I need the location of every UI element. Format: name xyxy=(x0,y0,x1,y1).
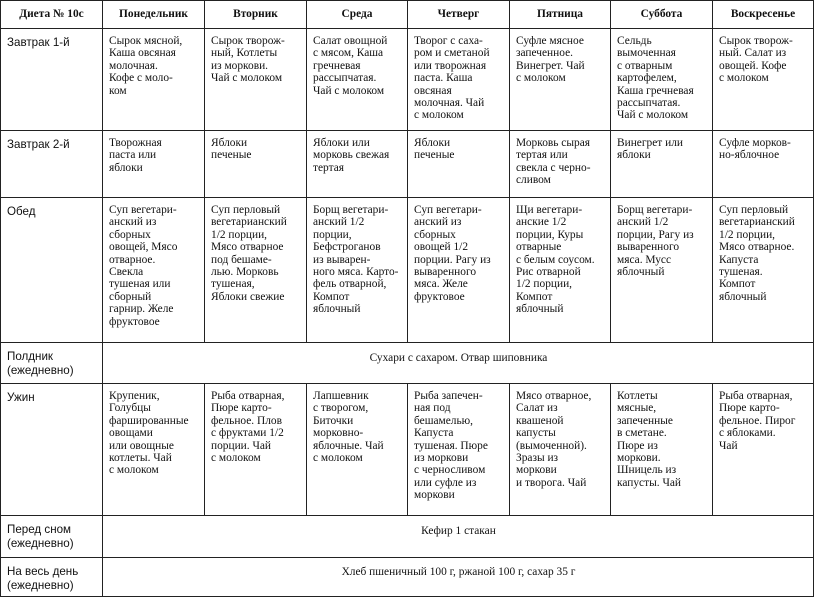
header-day: Воскресенье xyxy=(713,1,814,29)
menu-cell: Рыба запечен- ная под бешамелью, Капуста тушеная. Пюре из моркови с черносливом или суфле из моркови xyxy=(408,384,510,516)
menu-cell: Борщ вегетари- анский 1/2 порции, Бефстроганов из выварен- ного мяса. Карто- фель отварной, Компот яблочный xyxy=(307,198,408,343)
menu-cell: Котлеты мясные, запеченные в сметане. Пюре из моркови. Шницель из капусты. Чай xyxy=(611,384,713,516)
row-label: Полдник (ежедневно) xyxy=(1,343,103,384)
menu-cell: Крупеник, Голубцы фаршированные овощами или овощные котлеты. Чай с молоком xyxy=(103,384,205,516)
menu-cell: Морковь сырая тертая или свекла с черно- сливом xyxy=(510,131,611,198)
header-day: Пятница xyxy=(510,1,611,29)
menu-cell: Яблоки печеные xyxy=(205,131,307,198)
menu-cell: Творожная паста или яблоки xyxy=(103,131,205,198)
menu-cell: Яблоки печеные xyxy=(408,131,510,198)
menu-cell: Винегрет или яблоки xyxy=(611,131,713,198)
row-label: Ужин xyxy=(1,384,103,516)
table-row xyxy=(1,516,814,558)
bedtime-text: Кефир 1 стакан xyxy=(421,525,496,538)
menu-cell: Щи вегетари- анские 1/2 порции, Куры отварные с белым соусом. Рис отварной 1/2 порции, Компот яблочный xyxy=(510,198,611,343)
menu-cell: Творог с саха- ром и сметаной или творожная паста. Каша овсяная молочная. Чай с молоком xyxy=(408,29,510,131)
menu-cell: Мясо отварное, Салат из квашеной капусты (вымоченной). Зразы из моркови и творога. Чай xyxy=(510,384,611,516)
table-row xyxy=(1,343,814,384)
menu-cell-daily xyxy=(103,516,814,558)
row-label: Перед сном (ежедневно) xyxy=(1,516,103,558)
row-label: Завтрак 2-й xyxy=(1,131,103,198)
menu-cell: Суп вегетари- анский из сборных овощей, Мясо отварное. Свекла тушеная или сборный гарнир. Желе фруктовое xyxy=(103,198,205,343)
menu-cell: Рыба отварная, Пюре карто- фельное. Плов с фруктами 1/2 порции. Чай с молоком xyxy=(205,384,307,516)
menu-cell: Сырок мясной, Каша овсяная молочная. Кофе с моло- ком xyxy=(103,29,205,131)
menu-cell: Суп вегетари- анский из сборных овощей 1/2 порции. Рагу из вываренного мяса. Желе фруктовое xyxy=(408,198,510,343)
table-row xyxy=(1,131,814,198)
table-row xyxy=(1,198,814,343)
header-day: Понедельник xyxy=(103,1,205,29)
header-day: Четверг xyxy=(408,1,510,29)
daily-text: Хлеб пшеничный 100 г, ржаной 100 г, сахар 35 г xyxy=(341,565,576,578)
header-diet: Диета № 10с xyxy=(1,1,103,29)
menu-cell-daily xyxy=(103,343,814,384)
menu-cell: Суфле морков- но-яблочное xyxy=(713,131,814,198)
table-row xyxy=(1,558,814,597)
menu-cell: Суп перловый вегетарианский 1/2 порции, Мясо отварное. Капуста тушеная. Компот яблочный xyxy=(713,198,814,343)
menu-cell: Суфле мясное запеченное. Винегрет. Чай с молоком xyxy=(510,29,611,131)
row-label: На весь день (ежедневно) xyxy=(1,558,103,597)
menu-cell-daily xyxy=(103,558,814,597)
menu-cell: Суп перловый вегетарианский 1/2 порции, Мясо отварное под бешаме- лью. Морковь тушеная, Яблоки свежие xyxy=(205,198,307,343)
menu-cell: Рыба отварная, Пюре карто- фельное. Пирог с яблоками. Чай xyxy=(713,384,814,516)
menu-cell: Борщ вегетари- анский 1/2 порции, Рагу из вываренного мяса. Мусс яблочный xyxy=(611,198,713,343)
snack-text: Сухари с сахаром. Отвар шиповника xyxy=(369,351,548,364)
row-label: Обед xyxy=(1,198,103,343)
menu-cell: Сырок творож- ный. Салат из овощей. Кофе с молоком xyxy=(713,29,814,131)
header-day: Суббота xyxy=(611,1,713,29)
table-row xyxy=(1,29,814,131)
menu-cell: Сырок творож- ный, Котлеты из моркови. Чай с молоком xyxy=(205,29,307,131)
table-row xyxy=(1,384,814,516)
menu-cell: Лапшевник с творогом, Биточки морковно- яблочные. Чай с молоком xyxy=(307,384,408,516)
header-day: Среда xyxy=(307,1,408,29)
header-row xyxy=(1,1,814,29)
menu-cell: Яблоки или морковь свежая тертая xyxy=(307,131,408,198)
header-day: Вторник xyxy=(205,1,307,29)
menu-cell: Сельдь вымоченная с отварным картофелем, Каша гречневая рассыпчатая. Чай с молоком xyxy=(611,29,713,131)
menu-cell: Салат овощной с мясом, Каша гречневая рассыпчатая. Чай с молоком xyxy=(307,29,408,131)
row-label: Завтрак 1-й xyxy=(1,29,103,131)
